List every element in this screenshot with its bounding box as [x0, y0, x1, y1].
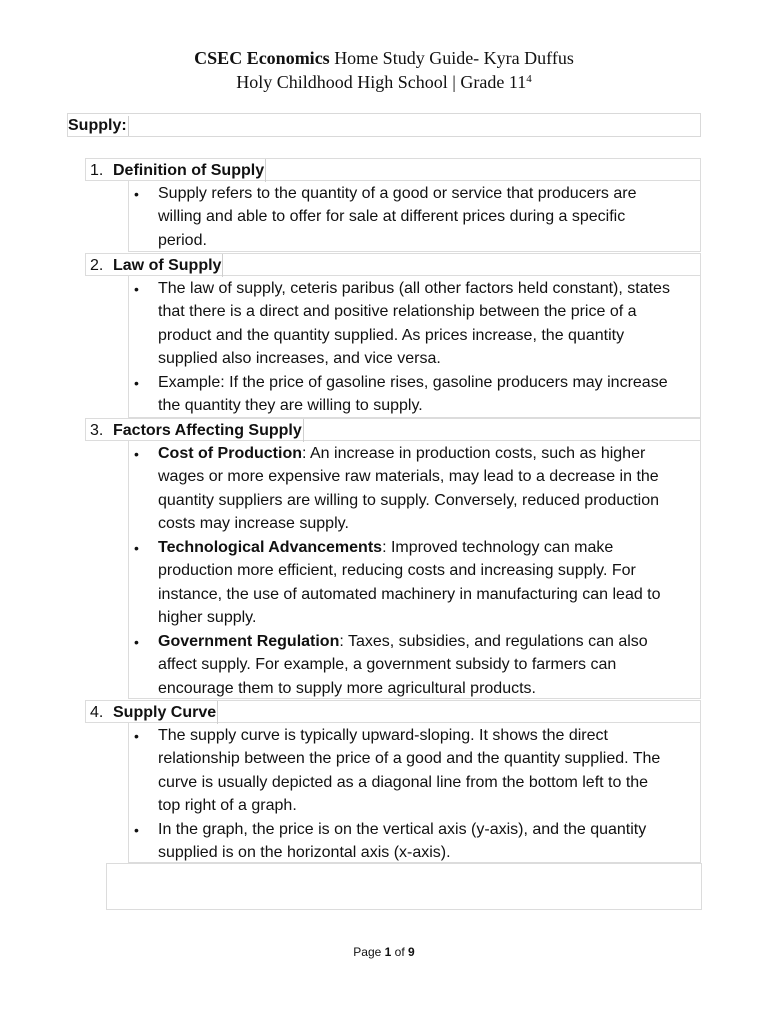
text-line: that there is a direct and positive relationship between the price of a [158, 303, 637, 321]
course-title: CSEC Economics [194, 48, 330, 68]
school-grade: Holy Childhood High School | Grade 11 [236, 72, 527, 92]
text-line [158, 442, 698, 465]
bullet-icon: • [134, 822, 139, 838]
text-line: product and the quantity supplied. As prices increase, the quantity [158, 326, 625, 344]
text-line: Example: If the price of gasoline rises, gasoline producers may increase [158, 374, 668, 391]
text-line: affect supply. For example, a government subsidy to farmers can [158, 656, 617, 674]
bullet-icon: • [134, 446, 139, 462]
term-technological-advancements: Technological Advancements [158, 539, 383, 556]
text-line [158, 630, 698, 653]
bullet-text [158, 182, 698, 252]
text-line: supplied also increases, and vice versa. [158, 350, 441, 368]
text-line: The law of supply, ceteris paribus (all other factors held constant), states [158, 280, 670, 297]
text-span: : An increase in production costs, such as higher [301, 445, 646, 462]
text-line: costs may increase supply. [158, 515, 349, 533]
text-line: wages or more expensive raw materials, may lead to a decrease in the [158, 468, 659, 486]
total-page-count: 9 [408, 945, 415, 959]
text-line: higher supply. [158, 609, 257, 627]
text-line: quantity suppliers are willing to supply. Conversely, reduced production [158, 491, 660, 509]
guide-author: Home Study Guide- Kyra Duffus [329, 48, 574, 68]
item-heading-supply-curve: Supply Curve [113, 701, 218, 724]
footer-page-label: Page [353, 945, 385, 959]
term-government-regulation: Government Regulation [158, 633, 340, 650]
bullet-icon: • [134, 540, 139, 556]
item-number: 2. [90, 257, 104, 274]
item-heading-definition-of-supply: Definition of Supply [113, 159, 266, 182]
item-heading-law-of-supply: Law of Supply [113, 254, 223, 277]
bullet-text [158, 630, 698, 700]
bullet-text [158, 724, 698, 818]
term-cost-of-production: Cost of Production [158, 445, 302, 462]
text-line: In the graph, the price is on the vertical axis (y-axis), and the quantity [158, 821, 647, 838]
footer-of-label: of [391, 945, 409, 959]
text-line: instance, the use of automated machinery in manufacturing can lead to [158, 585, 661, 603]
grade-superscript: 4 [526, 73, 532, 85]
bullet-text [158, 442, 698, 536]
item-number: 3. [90, 422, 104, 439]
text-span: : Improved technology can make [382, 539, 614, 556]
item-number: 4. [90, 704, 104, 721]
section-title: Supply: [68, 117, 127, 134]
text-line: relationship between the price of a good and the quantity supplied. The [158, 750, 661, 768]
empty-content-box [106, 863, 702, 910]
text-line: supplied is on the horizontal axis (x-axis). [158, 844, 451, 862]
bullet-text [158, 277, 698, 371]
text-line: willing and able to offer for sale at different prices during a specific [158, 208, 626, 226]
text-line: encourage them to supply more agricultural products. [158, 679, 536, 697]
bullet-text [158, 536, 698, 630]
item-number: 1. [90, 162, 104, 179]
item-heading-factors-affecting-supply: Factors Affecting Supply [113, 419, 304, 442]
text-line: the quantity they are willing to supply. [158, 397, 423, 415]
bullet-icon: • [134, 728, 139, 744]
text-line: top right of a graph. [158, 797, 297, 815]
bullet-text [158, 371, 698, 418]
text-line: Supply refers to the quantity of a good or service that producers are [158, 185, 637, 202]
text-line: curve is usually depicted as a diagonal line from the bottom left to the [158, 773, 649, 791]
page-footer [0, 944, 768, 960]
text-span: : Taxes, subsidies, and regulations can also [339, 633, 648, 650]
bullet-icon: • [134, 634, 139, 650]
text-line: production more efficient, reducing costs and increasing supply. For [158, 562, 636, 580]
bullet-icon: • [134, 186, 139, 202]
bullet-text [158, 818, 698, 865]
text-line: The supply curve is typically upward-sloping. It shows the direct [158, 727, 608, 744]
bullet-icon: • [134, 281, 139, 297]
bullet-icon: • [134, 375, 139, 391]
text-line: period. [158, 231, 207, 249]
text-line [158, 536, 698, 559]
current-page-number: 1 [384, 945, 392, 959]
